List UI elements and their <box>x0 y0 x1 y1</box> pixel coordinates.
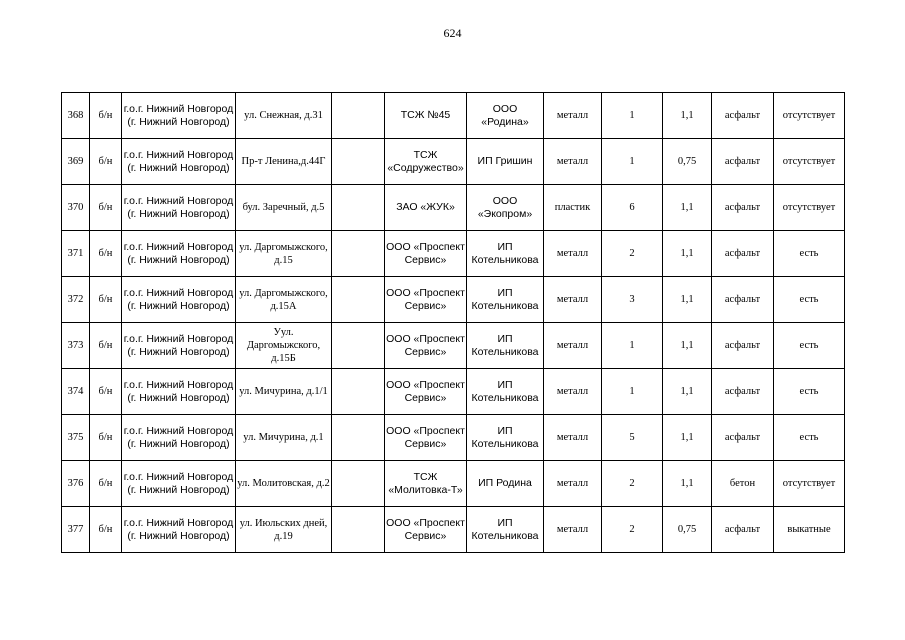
row-fence: есть <box>774 231 845 277</box>
row-volume: 1,1 <box>663 93 712 139</box>
table-row <box>62 415 845 461</box>
row-address: ул. Мичурина, д.1 <box>236 415 332 461</box>
row-locality: г.о.г. Нижний Новгород (г. Нижний Новгород) <box>122 185 236 231</box>
row-volume: 1,1 <box>663 461 712 507</box>
row-count: 2 <box>602 461 663 507</box>
page-number: 624 <box>443 26 462 40</box>
row-operator: ООО «Родина» <box>467 93 544 139</box>
table-row <box>62 461 845 507</box>
row-address: бул. Заречный, д.5 <box>236 185 332 231</box>
row-fence: отсутствует <box>774 461 845 507</box>
table-row <box>62 185 845 231</box>
row-volume: 1,1 <box>663 369 712 415</box>
table-row <box>62 323 845 369</box>
table-row <box>62 277 845 323</box>
row-fence: отсутствует <box>774 185 845 231</box>
row-blank <box>332 461 385 507</box>
row-count: 1 <box>602 369 663 415</box>
row-fence: есть <box>774 369 845 415</box>
table-row <box>62 231 845 277</box>
row-blank <box>332 323 385 369</box>
row-code: б/н <box>90 277 122 323</box>
row-code: б/н <box>90 507 122 553</box>
row-operator: ООО «Экопром» <box>467 185 544 231</box>
row-volume: 1,1 <box>663 277 712 323</box>
row-code: б/н <box>90 415 122 461</box>
row-blank <box>332 277 385 323</box>
row-count: 6 <box>602 185 663 231</box>
row-count: 3 <box>602 277 663 323</box>
row-number: 372 <box>62 277 90 323</box>
row-number: 374 <box>62 369 90 415</box>
row-blank <box>332 507 385 553</box>
row-address: ул. Мичурина, д.1/1 <box>236 369 332 415</box>
row-blank <box>332 93 385 139</box>
row-address: ул. Снежная, д.31 <box>236 93 332 139</box>
table-body <box>62 93 845 553</box>
row-number: 370 <box>62 185 90 231</box>
table-row <box>62 139 845 185</box>
row-code: б/н <box>90 323 122 369</box>
row-owner: ТСЖ №45 <box>385 93 467 139</box>
row-code: б/н <box>90 185 122 231</box>
row-locality: г.о.г. Нижний Новгород (г. Нижний Новгород) <box>122 277 236 323</box>
row-operator: ИП Котельникова <box>467 277 544 323</box>
row-surface: асфальт <box>712 415 774 461</box>
row-number: 377 <box>62 507 90 553</box>
row-locality: г.о.г. Нижний Новгород (г. Нижний Новгород) <box>122 93 236 139</box>
row-owner: ЗАО «ЖУК» <box>385 185 467 231</box>
row-material: пластик <box>544 185 602 231</box>
row-operator: ИП Гришин <box>467 139 544 185</box>
row-blank <box>332 231 385 277</box>
row-blank <box>332 185 385 231</box>
row-number: 373 <box>62 323 90 369</box>
row-volume: 1,1 <box>663 415 712 461</box>
row-surface: асфальт <box>712 139 774 185</box>
row-volume: 1,1 <box>663 231 712 277</box>
row-locality: г.о.г. Нижний Новгород (г. Нижний Новгород) <box>122 507 236 553</box>
row-address: Уул. Даргомыжского, д.15Б <box>236 323 332 369</box>
row-volume: 0,75 <box>663 507 712 553</box>
row-fence: отсутствует <box>774 139 845 185</box>
row-fence: выкатные <box>774 507 845 553</box>
row-fence: отсутствует <box>774 93 845 139</box>
row-volume: 1,1 <box>663 185 712 231</box>
row-locality: г.о.г. Нижний Новгород (г. Нижний Новгород) <box>122 415 236 461</box>
row-operator: ИП Котельникова <box>467 231 544 277</box>
row-locality: г.о.г. Нижний Новгород (г. Нижний Новгород) <box>122 231 236 277</box>
row-surface: асфальт <box>712 369 774 415</box>
row-blank <box>332 415 385 461</box>
row-material: металл <box>544 231 602 277</box>
row-number: 369 <box>62 139 90 185</box>
row-material: металл <box>544 323 602 369</box>
row-operator: ИП Котельникова <box>467 507 544 553</box>
table-row <box>62 507 845 553</box>
row-operator: ИП Котельникова <box>467 415 544 461</box>
row-material: металл <box>544 415 602 461</box>
row-code: б/н <box>90 461 122 507</box>
row-material: металл <box>544 277 602 323</box>
row-owner: ООО «Проспект Сервис» <box>385 369 467 415</box>
row-surface: асфальт <box>712 231 774 277</box>
row-count: 2 <box>602 231 663 277</box>
row-count: 2 <box>602 507 663 553</box>
row-owner: ООО «Проспект Сервис» <box>385 277 467 323</box>
row-code: б/н <box>90 139 122 185</box>
table-row <box>62 93 845 139</box>
row-address: ул. Молитовская, д.2 <box>236 461 332 507</box>
row-count: 1 <box>602 93 663 139</box>
row-operator: ИП Котельникова <box>467 369 544 415</box>
row-fence: есть <box>774 323 845 369</box>
row-operator: ИП Котельникова <box>467 323 544 369</box>
row-material: металл <box>544 507 602 553</box>
row-surface: бетон <box>712 461 774 507</box>
row-number: 371 <box>62 231 90 277</box>
row-volume: 1,1 <box>663 323 712 369</box>
row-locality: г.о.г. Нижний Новгород (г. Нижний Новгород) <box>122 139 236 185</box>
row-code: б/н <box>90 93 122 139</box>
row-owner: ТСЖ «Содружество» <box>385 139 467 185</box>
row-surface: асфальт <box>712 93 774 139</box>
row-material: металл <box>544 139 602 185</box>
row-surface: асфальт <box>712 507 774 553</box>
table-row <box>62 369 845 415</box>
row-locality: г.о.г. Нижний Новгород (г. Нижний Новгород) <box>122 461 236 507</box>
row-surface: асфальт <box>712 323 774 369</box>
row-address: ул. Даргомыжского, д.15А <box>236 277 332 323</box>
row-operator: ИП Родина <box>467 461 544 507</box>
row-blank <box>332 369 385 415</box>
row-material: металл <box>544 369 602 415</box>
row-number: 368 <box>62 93 90 139</box>
row-count: 1 <box>602 139 663 185</box>
row-owner: ООО «Проспект Сервис» <box>385 231 467 277</box>
row-fence: есть <box>774 277 845 323</box>
row-fence: есть <box>774 415 845 461</box>
row-material: металл <box>544 93 602 139</box>
row-address: Пр-т Ленина,д.44Г <box>236 139 332 185</box>
row-owner: ООО «Проспект Сервис» <box>385 415 467 461</box>
registry-table <box>61 92 845 553</box>
row-code: б/н <box>90 231 122 277</box>
row-blank <box>332 139 385 185</box>
row-volume: 0,75 <box>663 139 712 185</box>
row-code: б/н <box>90 369 122 415</box>
row-locality: г.о.г. Нижний Новгород (г. Нижний Новгород) <box>122 323 236 369</box>
row-surface: асфальт <box>712 185 774 231</box>
row-count: 1 <box>602 323 663 369</box>
row-address: ул. Даргомыжского, д.15 <box>236 231 332 277</box>
row-owner: ТСЖ «Молитовка-Т» <box>385 461 467 507</box>
row-material: металл <box>544 461 602 507</box>
row-locality: г.о.г. Нижний Новгород (г. Нижний Новгород) <box>122 369 236 415</box>
row-count: 5 <box>602 415 663 461</box>
row-number: 375 <box>62 415 90 461</box>
row-number: 376 <box>62 461 90 507</box>
row-surface: асфальт <box>712 277 774 323</box>
row-owner: ООО «Проспект Сервис» <box>385 323 467 369</box>
row-address: ул. Июльских дней, д.19 <box>236 507 332 553</box>
row-owner: ООО «Проспект Сервис» <box>385 507 467 553</box>
